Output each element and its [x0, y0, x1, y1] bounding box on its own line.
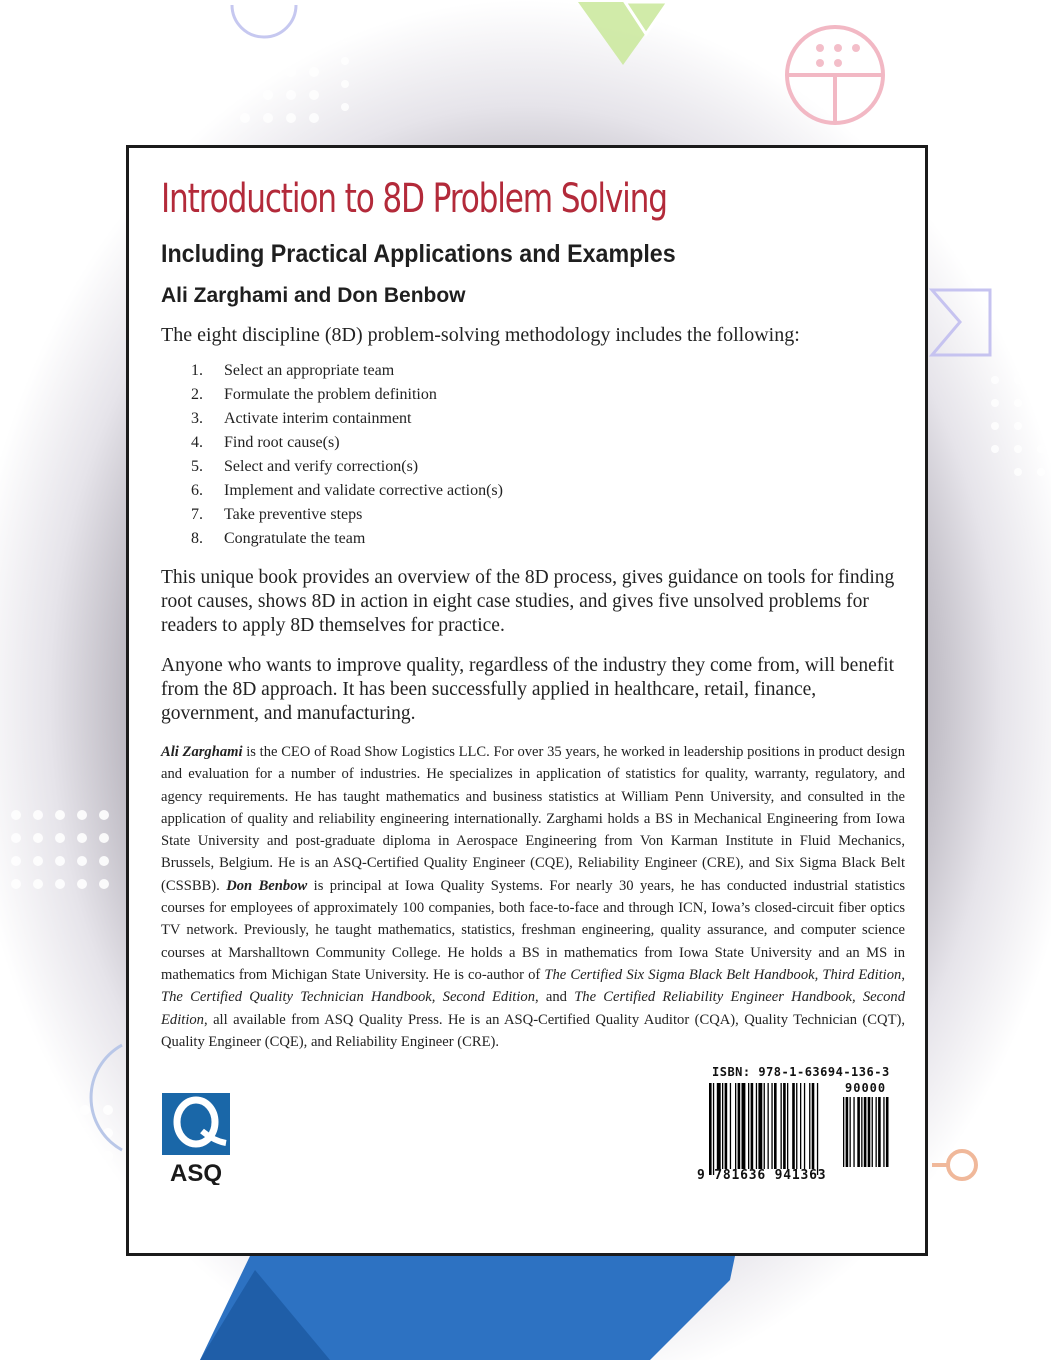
- step-text: Find root cause(s): [224, 434, 340, 451]
- ean-digits: 9 781636 941363: [697, 1168, 827, 1183]
- book-reference-1: The Certified Six Sigma Black Belt Handbook, Third Edition: [544, 966, 902, 983]
- book-subtitle: Including Practical Applications and Examples: [161, 240, 676, 268]
- author2-bio-text: is principal at Iowa Quality Systems. For nearly 30 years, he has conducted industrial statistics courses for employees of approximately 100 companies, both face-to-face and through ICN, Iowa’s closed-circuit fiber optics TV network. Previously, he taught mathematics, statistics, freshman engineering, quality assurance, and computer science courses at Marshalltown Community College. He holds a BS in mathematics from Iowa State University and an MS in mathematics from Michigan State University. He is co-author of: [161, 877, 905, 983]
- step-number: 7.: [191, 506, 203, 523]
- book-title: Introduction to 8D Problem Solving: [161, 176, 667, 222]
- step-number: 2.: [191, 386, 203, 403]
- logo-text: ASQ: [169, 1160, 223, 1185]
- step-number: 8.: [191, 530, 203, 547]
- asq-logo: [162, 1093, 230, 1185]
- dot-grid-left: [11, 810, 113, 1161]
- bio-tail-text: , all available from ASQ Quality Press. He is an ASQ-Certified Quality Auditor (CQA), Quality Technician (CQT), Quality Engineer (CQE), and Reliability Engineer (CRE).: [161, 1011, 905, 1050]
- step-number: 6.: [191, 482, 203, 499]
- step-text: Take preventive steps: [224, 506, 363, 523]
- back-cover-panel: [126, 145, 928, 1256]
- eight-d-steps-list: [191, 359, 503, 551]
- circle-target-shape: [787, 27, 883, 123]
- description-paragraph-1: This unique book provides an overview of the 8D process, gives guidance on tools for finding root causes, shows 8D in action in eight case studies, and gives five unsolved problems for readers to apply 8D themselves for practice.: [161, 567, 895, 636]
- step-text: Select and verify correction(s): [224, 458, 419, 475]
- step-text: Select an appropriate team: [224, 362, 395, 379]
- step-number: 3.: [191, 410, 203, 427]
- list-item: [191, 503, 503, 527]
- step-text: Activate interim containment: [224, 410, 412, 427]
- price-code: 90000: [845, 1081, 887, 1095]
- list-item: [191, 527, 503, 551]
- step-text: Formulate the problem definition: [224, 386, 437, 403]
- description-paragraph-2: Anyone who wants to improve quality, regardless of the industry they come from, will benefit from the 8D approach. It has been successfully applied in healthcare, retail, finance, government, and manufacturing.: [161, 655, 895, 724]
- separator: ,: [901, 966, 905, 983]
- book-reference-2: The Certified Quality Technician Handbook, Second Edition: [161, 989, 535, 1006]
- book-reference-3: The Certified Reliability Engineer Handbook, Second Edition: [161, 989, 905, 1028]
- list-item: [191, 455, 503, 479]
- author-names: Ali Zarghami and Don Benbow: [161, 284, 466, 307]
- intro-text: The eight discipline (8D) problem-solving methodology includes the following:: [161, 324, 800, 346]
- author1-bio-text: is the CEO of Road Show Logistics LLC. For over 35 years, he worked in leadership positions in product design and evaluation for a number of industries. He specializes in application of statistics for quality, warranty, regulatory, and agency requirements. He has taught mathematics and business statistics at William Penn University, and consulted in the application of quality and reliability engineering internationally. Zarghami holds a BS in Mechanical Engineering from Iowa State University and post-graduate diploma in Aerospace Engineering from Von Karman Institute in Fluid Mechanics, Brussels, Belgium. He is an ASQ-Certified Quality Engineer (CQE), Reliability Engineer (CRE), and Six Sigma Black Belt (CSSBB).: [161, 744, 905, 894]
- list-item: [191, 359, 503, 383]
- dot-grid-top-left: [66, 11, 349, 123]
- author2-name: Don Benbow: [226, 877, 308, 894]
- step-number: 1.: [191, 362, 203, 379]
- step-number: 5.: [191, 458, 203, 475]
- list-item: [191, 479, 503, 503]
- dot-grid-right: [940, 165, 1045, 476]
- separator: , and: [535, 989, 575, 1006]
- author-bio: [161, 741, 905, 1053]
- author1-name: Ali Zarghami: [161, 744, 243, 760]
- step-text: Implement and validate corrective action(s): [224, 482, 503, 499]
- triangle-shape: [578, 2, 668, 65]
- list-item: [191, 407, 503, 431]
- isbn-number: ISBN: 978-1-63694-136-3: [712, 1065, 890, 1079]
- list-item: [191, 431, 503, 455]
- step-number: 4.: [191, 434, 203, 451]
- step-text: Congratulate the team: [224, 530, 366, 547]
- list-item: [191, 383, 503, 407]
